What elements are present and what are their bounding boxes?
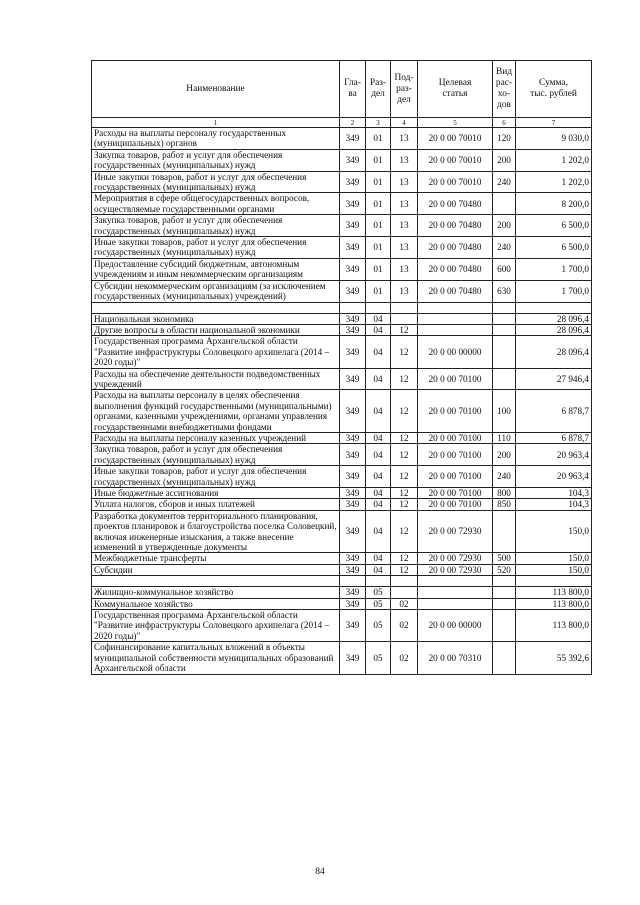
cell-vid: 240	[493, 171, 516, 193]
cell-podrazdel: 13	[391, 215, 418, 237]
column-number: 7	[516, 118, 592, 128]
cell-podrazdel: 13	[391, 237, 418, 259]
table-row	[92, 336, 592, 368]
cell-vid: 200	[493, 444, 516, 466]
table-row	[92, 610, 592, 642]
cell-summa: 150,0	[516, 564, 592, 575]
cell-name: Национальная экономика	[92, 313, 340, 324]
cell-celevaya: 20 0 00 70100	[418, 368, 493, 390]
cell-name: Другие вопросы в области национальной экономики	[92, 324, 340, 335]
cell-summa: 1 202,0	[516, 171, 592, 193]
cell-razdel: 01	[366, 193, 391, 215]
cell-summa: 150,0	[516, 553, 592, 564]
cell-celevaya: 20 0 00 72930	[418, 564, 493, 575]
cell-summa: 150,0	[516, 510, 592, 553]
cell-summa: 104,3	[516, 499, 592, 510]
cell-razdel: 05	[366, 610, 391, 642]
cell-summa: 28 096,4	[516, 313, 592, 324]
empty-cell	[493, 576, 516, 587]
cell-vid: 200	[493, 149, 516, 171]
cell-vid	[493, 313, 516, 324]
cell-celevaya: 20 0 00 00000	[418, 610, 493, 642]
cell-name: Иные закупки товаров, работ и услуг для обеспечения государственных (муниципальных) нужд	[92, 466, 340, 488]
cell-name: Предоставление субсидий бюджетным, автономным учреждениям и иным некоммерческим организациям	[92, 258, 340, 280]
header-celevaya: Целевая статья	[418, 61, 493, 118]
cell-glava: 349	[340, 444, 366, 466]
table-body	[92, 128, 592, 675]
cell-podrazdel: 12	[391, 488, 418, 499]
empty-cell	[340, 302, 366, 313]
cell-podrazdel: 13	[391, 128, 418, 150]
cell-razdel: 04	[366, 432, 391, 443]
empty-cell	[418, 302, 493, 313]
cell-name: Жилищно-коммунальное хозяйство	[92, 587, 340, 598]
cell-glava: 349	[340, 510, 366, 553]
cell-celevaya: 20 0 00 70480	[418, 280, 493, 302]
cell-summa: 1 700,0	[516, 280, 592, 302]
page-number: 84	[315, 867, 325, 877]
cell-vid: 240	[493, 466, 516, 488]
cell-razdel: 04	[366, 444, 391, 466]
table-row	[92, 466, 592, 488]
cell-podrazdel: 13	[391, 149, 418, 171]
cell-podrazdel: 12	[391, 553, 418, 564]
column-number: 2	[340, 118, 366, 128]
table-row	[92, 499, 592, 510]
cell-glava: 349	[340, 432, 366, 443]
table-row	[92, 587, 592, 598]
empty-cell	[516, 302, 592, 313]
cell-glava: 349	[340, 336, 366, 368]
cell-celevaya: 20 0 00 70480	[418, 258, 493, 280]
cell-name: Закупка товаров, работ и услуг для обеспечения государственных (муниципальных) нужд	[92, 444, 340, 466]
cell-summa: 6 500,0	[516, 215, 592, 237]
cell-name: Расходы на выплаты персоналу государственных (муниципальных) органов	[92, 128, 340, 150]
cell-name: Закупка товаров, работ и услуг для обеспечения государственных (муниципальных) нужд	[92, 215, 340, 237]
table-row	[92, 215, 592, 237]
cell-summa: 6 878,7	[516, 432, 592, 443]
column-number: 3	[366, 118, 391, 128]
table-row	[92, 368, 592, 390]
table-row	[92, 598, 592, 609]
column-number: 4	[391, 118, 418, 128]
cell-name: Субсидии	[92, 564, 340, 575]
cell-summa: 104,3	[516, 488, 592, 499]
cell-razdel: 05	[366, 598, 391, 609]
cell-glava: 349	[340, 587, 366, 598]
empty-cell	[391, 302, 418, 313]
cell-vid: 240	[493, 237, 516, 259]
empty-cell	[92, 576, 340, 587]
cell-name: Закупка товаров, работ и услуг для обеспечения государственных (муниципальных) нужд	[92, 149, 340, 171]
cell-celevaya: 20 0 00 70010	[418, 128, 493, 150]
cell-vid: 800	[493, 488, 516, 499]
cell-razdel: 01	[366, 171, 391, 193]
cell-razdel: 05	[366, 642, 391, 674]
cell-celevaya	[418, 324, 493, 335]
cell-razdel: 04	[366, 488, 391, 499]
table-row	[92, 128, 592, 150]
cell-podrazdel: 02	[391, 610, 418, 642]
cell-glava: 349	[340, 466, 366, 488]
cell-vid: 520	[493, 564, 516, 575]
cell-podrazdel: 12	[391, 510, 418, 553]
cell-summa: 55 392,6	[516, 642, 592, 674]
table-row	[92, 258, 592, 280]
table-row	[92, 444, 592, 466]
empty-cell	[516, 576, 592, 587]
cell-glava: 349	[340, 553, 366, 564]
cell-podrazdel: 12	[391, 390, 418, 433]
cell-glava: 349	[340, 324, 366, 335]
cell-glava: 349	[340, 598, 366, 609]
cell-glava: 349	[340, 149, 366, 171]
table-row	[92, 553, 592, 564]
cell-glava: 349	[340, 368, 366, 390]
header-summa: Сумма, тыс. рублей	[516, 61, 592, 118]
cell-vid: 850	[493, 499, 516, 510]
cell-glava: 349	[340, 564, 366, 575]
cell-glava: 349	[340, 193, 366, 215]
cell-vid: 100	[493, 390, 516, 433]
empty-cell	[493, 302, 516, 313]
table-row	[92, 510, 592, 553]
cell-razdel: 04	[366, 564, 391, 575]
cell-celevaya: 20 0 00 70310	[418, 642, 493, 674]
cell-celevaya	[418, 587, 493, 598]
cell-podrazdel: 12	[391, 368, 418, 390]
cell-razdel: 05	[366, 587, 391, 598]
cell-razdel: 04	[366, 368, 391, 390]
header-podrazdel: Под- раз- дел	[391, 61, 418, 118]
cell-glava: 349	[340, 280, 366, 302]
cell-podrazdel: 02	[391, 642, 418, 674]
cell-celevaya: 20 0 00 70100	[418, 444, 493, 466]
cell-name: Межбюджетные трансферты	[92, 553, 340, 564]
cell-celevaya: 20 0 00 72930	[418, 553, 493, 564]
header-name: Наименование	[92, 61, 340, 118]
cell-name: Иные бюджетные ассигнования	[92, 488, 340, 499]
cell-name: Субсидии некоммерческим организациям (за исключением государственных (муниципальных) учреждений)	[92, 280, 340, 302]
table-row	[92, 564, 592, 575]
column-number: 5	[418, 118, 493, 128]
cell-celevaya: 20 0 00 70010	[418, 149, 493, 171]
empty-cell	[340, 576, 366, 587]
cell-podrazdel: 12	[391, 564, 418, 575]
cell-summa: 113 800,0	[516, 587, 592, 598]
cell-podrazdel: 13	[391, 280, 418, 302]
cell-podrazdel: 13	[391, 171, 418, 193]
cell-vid: 110	[493, 432, 516, 443]
header-razdel: Раз- дел	[366, 61, 391, 118]
table-row	[92, 324, 592, 335]
cell-glava: 349	[340, 488, 366, 499]
cell-razdel: 01	[366, 149, 391, 171]
cell-summa: 6 500,0	[516, 237, 592, 259]
cell-razdel: 04	[366, 499, 391, 510]
column-number: 6	[493, 118, 516, 128]
table-row	[92, 171, 592, 193]
cell-glava: 349	[340, 610, 366, 642]
cell-podrazdel: 13	[391, 258, 418, 280]
cell-vid: 500	[493, 553, 516, 564]
cell-summa: 20 963,4	[516, 466, 592, 488]
header-vid: Вид рас- хо- дов	[493, 61, 516, 118]
cell-podrazdel: 12	[391, 336, 418, 368]
empty-cell	[418, 576, 493, 587]
cell-podrazdel: 13	[391, 193, 418, 215]
cell-summa: 27 946,4	[516, 368, 592, 390]
cell-razdel: 04	[366, 390, 391, 433]
cell-podrazdel: 12	[391, 444, 418, 466]
cell-razdel: 04	[366, 313, 391, 324]
cell-vid: 120	[493, 128, 516, 150]
cell-summa: 1 202,0	[516, 149, 592, 171]
cell-name: Расходы на выплаты персоналу в целях обеспечения выполнения функций государственными (муниципальными) органами, казенными учреждениями, органами управления государственными внебюджетными фондами	[92, 390, 340, 433]
cell-vid	[493, 642, 516, 674]
cell-razdel: 04	[366, 324, 391, 335]
cell-vid	[493, 368, 516, 390]
empty-cell	[391, 576, 418, 587]
cell-celevaya: 20 0 00 70100	[418, 499, 493, 510]
blank-row	[92, 576, 592, 587]
cell-vid	[493, 598, 516, 609]
cell-celevaya: 20 0 00 70100	[418, 432, 493, 443]
table-row	[92, 432, 592, 443]
empty-cell	[366, 576, 391, 587]
cell-podrazdel	[391, 313, 418, 324]
cell-celevaya	[418, 598, 493, 609]
cell-glava: 349	[340, 215, 366, 237]
cell-name: Государственная программа Архангельской области "Развитие инфраструктуры Соловецкого архипелага (2014 – 2020 годы)"	[92, 336, 340, 368]
cell-celevaya: 20 0 00 00000	[418, 336, 493, 368]
cell-podrazdel	[391, 587, 418, 598]
cell-glava: 349	[340, 258, 366, 280]
table-row	[92, 237, 592, 259]
cell-vid	[493, 510, 516, 553]
cell-glava: 349	[340, 171, 366, 193]
cell-glava: 349	[340, 313, 366, 324]
cell-vid	[493, 324, 516, 335]
cell-summa: 28 096,4	[516, 336, 592, 368]
cell-razdel: 04	[366, 336, 391, 368]
cell-name: Мероприятия в сфере общегосударственных вопросов, осуществляемые государственными органами	[92, 193, 340, 215]
cell-razdel: 04	[366, 510, 391, 553]
empty-cell	[92, 302, 340, 313]
cell-vid	[493, 336, 516, 368]
cell-podrazdel: 12	[391, 324, 418, 335]
cell-celevaya: 20 0 00 70100	[418, 390, 493, 433]
cell-vid	[493, 193, 516, 215]
cell-podrazdel: 02	[391, 598, 418, 609]
table-row	[92, 642, 592, 674]
cell-razdel: 04	[366, 553, 391, 564]
cell-celevaya: 20 0 00 70480	[418, 193, 493, 215]
table-row	[92, 193, 592, 215]
cell-razdel: 01	[366, 128, 391, 150]
cell-razdel: 01	[366, 258, 391, 280]
cell-summa: 1 700,0	[516, 258, 592, 280]
cell-vid: 600	[493, 258, 516, 280]
cell-vid	[493, 610, 516, 642]
cell-name: Иные закупки товаров, работ и услуг для обеспечения государственных (муниципальных) нужд	[92, 237, 340, 259]
cell-vid	[493, 587, 516, 598]
cell-glava: 349	[340, 499, 366, 510]
cell-name: Разработка документов территориального планирования, проектов планировок и благоустройства поселка Соловецкий, включая инженерные изыскания, а также внесение изменений в утвержденные документы	[92, 510, 340, 553]
column-number: 1	[92, 118, 340, 128]
cell-celevaya: 20 0 00 70480	[418, 237, 493, 259]
cell-razdel: 01	[366, 237, 391, 259]
cell-razdel: 01	[366, 280, 391, 302]
table-row	[92, 488, 592, 499]
table-row	[92, 149, 592, 171]
cell-podrazdel: 12	[391, 432, 418, 443]
cell-name: Расходы на обеспечение деятельности подведомственных учреждений	[92, 368, 340, 390]
cell-summa: 20 963,4	[516, 444, 592, 466]
cell-name: Иные закупки товаров, работ и услуг для обеспечения государственных (муниципальных) нужд	[92, 171, 340, 193]
blank-row	[92, 302, 592, 313]
cell-vid: 630	[493, 280, 516, 302]
table-row	[92, 390, 592, 433]
cell-summa: 8 200,0	[516, 193, 592, 215]
cell-glava: 349	[340, 390, 366, 433]
empty-cell	[366, 302, 391, 313]
budget-table	[91, 60, 592, 675]
column-number-row	[92, 118, 592, 128]
cell-summa: 113 800,0	[516, 598, 592, 609]
cell-vid: 200	[493, 215, 516, 237]
table-row	[92, 313, 592, 324]
cell-podrazdel: 12	[391, 466, 418, 488]
table-row	[92, 280, 592, 302]
cell-name: Государственная программа Архангельской области "Развитие инфраструктуры Соловецкого архипелага (2014 – 2020 годы)"	[92, 610, 340, 642]
cell-razdel: 04	[366, 466, 391, 488]
cell-name: Уплата налогов, сборов и иных платежей	[92, 499, 340, 510]
cell-name: Софинансирование капитальных вложений в объекты муниципальной собственности муниципальных образований Архангельской области	[92, 642, 340, 674]
cell-celevaya: 20 0 00 70480	[418, 215, 493, 237]
cell-celevaya: 20 0 00 72930	[418, 510, 493, 553]
cell-name: Коммунальное хозяйство	[92, 598, 340, 609]
cell-summa: 9 030,0	[516, 128, 592, 150]
cell-summa: 28 096,4	[516, 324, 592, 335]
cell-glava: 349	[340, 237, 366, 259]
cell-name: Расходы на выплаты персоналу казенных учреждений	[92, 432, 340, 443]
cell-celevaya: 20 0 00 70100	[418, 488, 493, 499]
cell-glava: 349	[340, 128, 366, 150]
cell-summa: 113 800,0	[516, 610, 592, 642]
cell-glava: 349	[340, 642, 366, 674]
cell-celevaya	[418, 313, 493, 324]
table-header-row	[92, 61, 592, 118]
cell-celevaya: 20 0 00 70010	[418, 171, 493, 193]
cell-podrazdel: 12	[391, 499, 418, 510]
cell-summa: 6 878,7	[516, 390, 592, 433]
cell-celevaya: 20 0 00 70100	[418, 466, 493, 488]
cell-razdel: 01	[366, 215, 391, 237]
header-glava: Гла- ва	[340, 61, 366, 118]
